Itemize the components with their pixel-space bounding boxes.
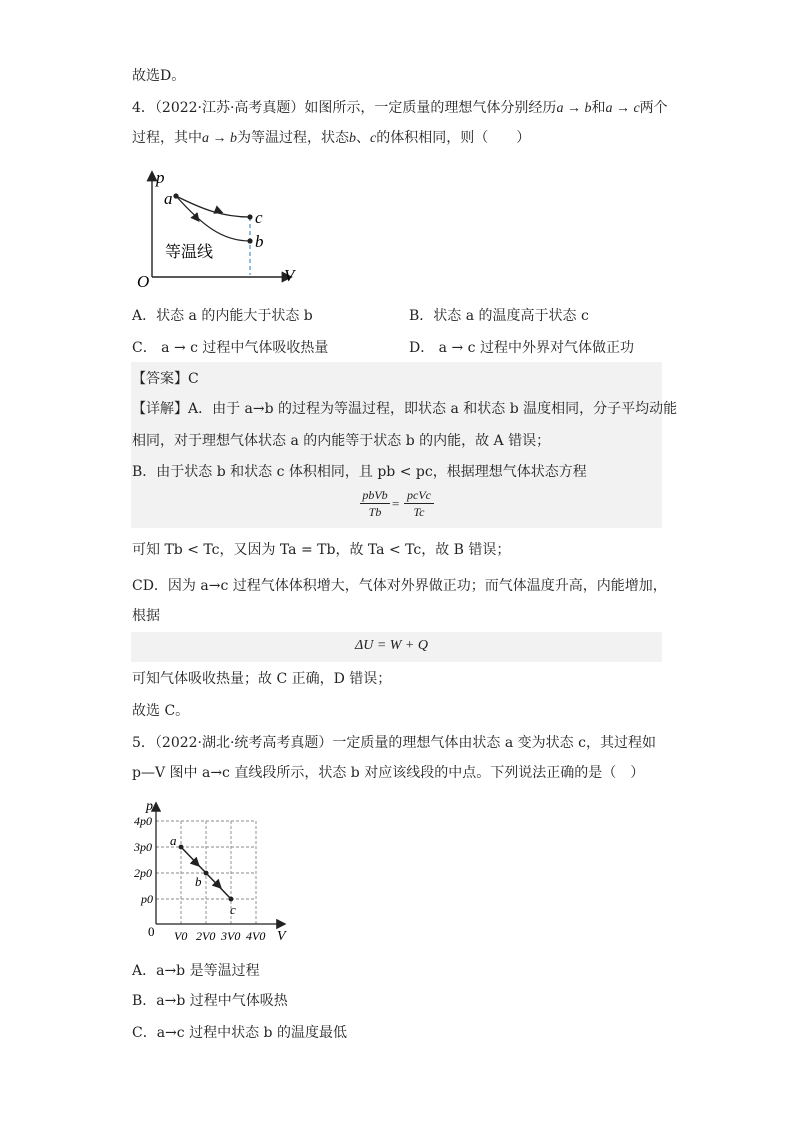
q4-option-a[interactable]: A．状态 a 的内能大于状态 b — [132, 308, 313, 324]
q4-point-c — [247, 214, 252, 219]
q4-pv-figure — [132, 165, 307, 290]
q5-ytick-2p0: 2p0 — [134, 866, 152, 880]
q4-option-b[interactable]: B．状态 a 的温度高于状态 c — [409, 308, 589, 324]
q4-origin-label: O — [137, 272, 150, 290]
q4-first-law: ΔU = W + Q — [355, 638, 428, 653]
q5-ytick-4p0: 4p0 — [134, 814, 152, 828]
q4-frac-left: pbVb Tb — [360, 488, 390, 519]
q4-label-a: a — [164, 189, 173, 208]
q4-detail-line7: 可知气体吸收热量；故 C 正确，D 错误； — [132, 671, 392, 687]
q4-arrow-a-c — [216, 210, 221, 212]
q5-ytick-3p0: 3p0 — [134, 840, 152, 854]
q4-point-b — [247, 238, 252, 243]
q5-point-c — [229, 897, 234, 902]
q5-option-a[interactable]: A．a→b 是等温过程 — [132, 963, 260, 979]
q5-ytick-p0: p0 — [141, 892, 153, 906]
q5-label-c: c — [230, 902, 236, 917]
q5-label-a: a — [170, 833, 177, 848]
q4-detail-line1: 【详解】A．由于 a→b 的过程为等温过程，即状态 a 和状态 b 温度相同，分子平均动能 — [132, 401, 678, 417]
q4-state-equation — [360, 488, 440, 524]
q4-label-b: b — [255, 232, 264, 251]
q4-point-a — [173, 193, 178, 198]
q4-stem-line2: 过程，其中a → b为等温过程，状态b、c的体积相同，则（ ） — [132, 130, 531, 146]
q4-option-c[interactable]: C． a → c 过程中气体吸收热量 — [132, 340, 329, 356]
q5-xtick-3v0: 3V0 — [221, 929, 241, 943]
q5-pv-figure — [132, 800, 297, 945]
q5-point-a — [179, 845, 184, 850]
q4-answer: 【答案】C — [132, 371, 199, 387]
q4-isotherm-label: 等温线 — [165, 244, 214, 261]
q4-p-label: p — [156, 168, 165, 187]
q5-stem-line1: 5．（2022·湖北·统考高考真题）一定质量的理想气体由状态 a 变为状态 c，其过程如 — [132, 735, 656, 751]
q4-option-d[interactable]: D． a → c 过程中外界对气体做正功 — [409, 340, 634, 356]
q5-xtick-4v0: 4V0 — [246, 929, 266, 943]
q4-detail-line8: 故选 C。 — [132, 703, 190, 719]
q4-detail-line6: 根据 — [132, 608, 160, 624]
q5-p-label: p — [146, 800, 153, 814]
q4-isotherm-a-b — [176, 196, 250, 241]
q4-detail-line4: 可知 Tb < Tc，又因为 Ta = Tb，故 Ta < Tc，故 B 错误； — [132, 542, 511, 558]
q4-label-c: c — [255, 208, 263, 227]
q4-frac-right: pcVc Tc — [404, 488, 434, 519]
q5-option-c[interactable]: C．a→c 过程中状态 b 的温度最低 — [132, 1025, 347, 1041]
q5-label-b: b — [195, 874, 202, 889]
q5-xtick-v0: V0 — [174, 929, 188, 943]
q5-zero-label: 0 — [148, 924, 155, 939]
q4-detail-line3: B．由于状态 b 和状态 c 体积相同，且 pb < pc，根据理想气体状态方程 — [132, 464, 587, 480]
q4-v-label: V — [284, 266, 295, 285]
q4-frac-equals: = — [392, 496, 400, 511]
q3-conclusion: 故选D。 — [132, 68, 186, 84]
q5-xtick-2v0: 2V0 — [196, 929, 216, 943]
q5-point-b — [204, 871, 209, 876]
q4-detail-line2: 相同，对于理想气体状态 a 的内能等于状态 b 的内能，故 A 错误； — [132, 433, 551, 449]
q5-v-label: V — [277, 929, 286, 944]
q5-option-b[interactable]: B．a→b 过程中气体吸热 — [132, 993, 288, 1009]
q4-curve-a-c — [176, 196, 250, 217]
q5-stem-line2: p—V 图中 a→c 直线段所示，状态 b 对应该线段的中点。下列说法正确的是（ ） — [132, 765, 645, 781]
q4-stem-line1: 4．（2022·江苏·高考真题）如图所示，一定质量的理想气体分别经历a → b和a → c两个 — [132, 100, 668, 116]
q4-detail-line5: CD．因为 a→c 过程气体体积增大，气体对外界做正功；而气体温度升高，内能增加， — [132, 578, 667, 594]
